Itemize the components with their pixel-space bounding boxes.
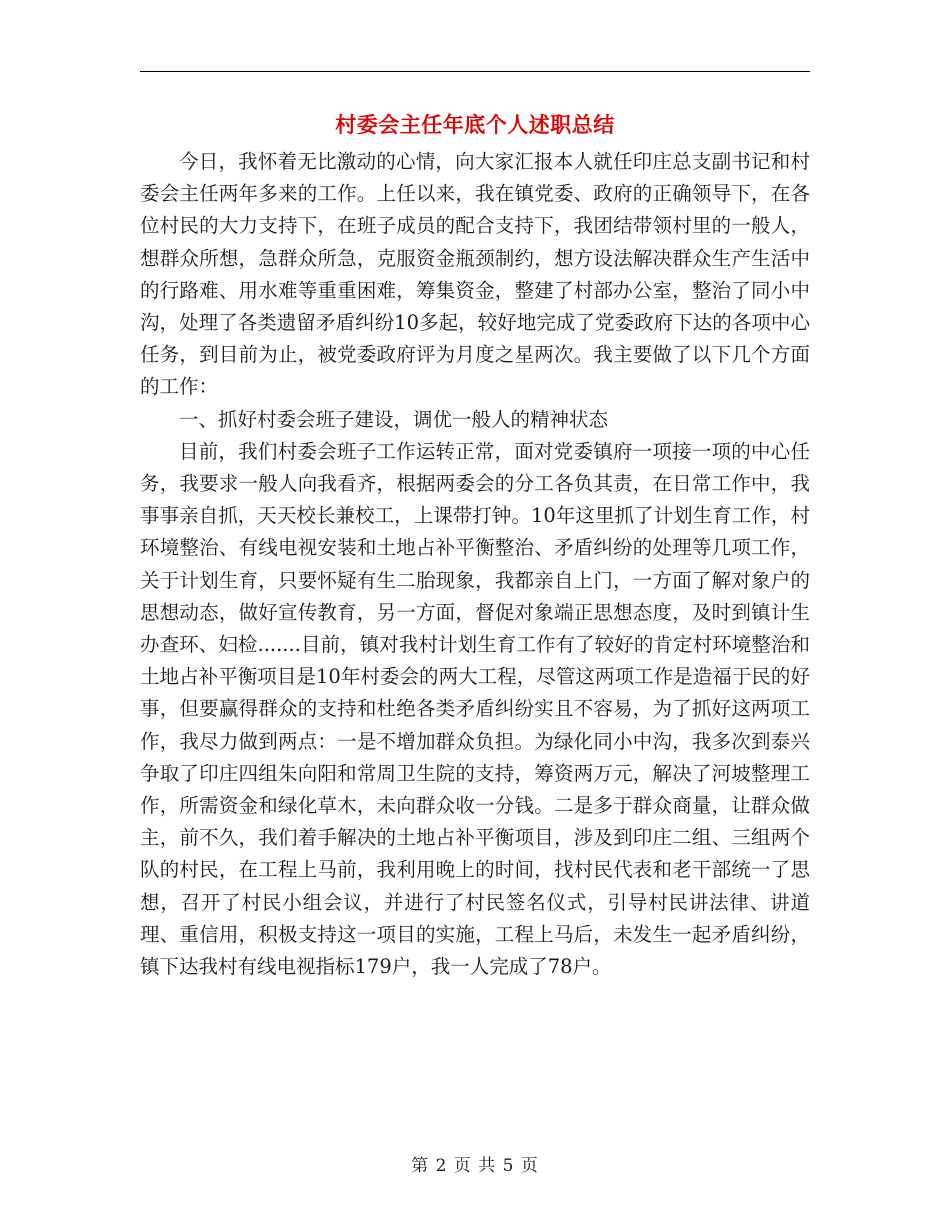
paragraph-section-1: 目前，我们村委会班子工作运转正常，面对党委镇府一项接一项的中心任务，我要求一般人向我看齐，根据两委会的分工各负其责，在日常工作中，我事事亲自抓，天天校长兼校工，上课带打钟。10年这里抓了计划生育工作，村环境整治、有线电视安装和土地占补平衡整治、矛盾纠纷的处理等几项工作，关于计划生育，只要怀疑有生二胎现象，我都亲自上门，一方面了解对象户的思想动态，做好宣传教育，另一方面，督促对象端正思想态度，及时到镇计生办查环、妇检.......目前，镇对我村计划生育工作有了较好的肯定村环境整治和土地占补平衡项目是10年村委会的两大工程，尽管这两项工作是造福于民的好事，但要赢得群众的支持和杜绝各类矛盾纠纷实且不容易，为了抓好这两项工作，我尽力做到两点：一是不增加群众负担。为绿化同小中沟，我多次到泰兴争取了印庄四组朱向阳和常周卫生院的支持，筹资两万元，解决了河坡整理工作，所需资金和绿化草木，未向群众收一分钱。二是多于群众商量，让群众做主，前不久，我们着手解决的土地占补平衡项目，涉及到印庄二组、三组两个队的村民，在工程上马前，我利用晚上的时间，找村民代表和老干部统一了思想，召开了村民小组会议，并进行了村民签名仪式，引导村民讲法律、讲道理、重信用，积极支持这一项目的实施，工程上马后，未发生一起矛盾纠纷，镇下达我村有线电视指标179户，我一人完成了78户。	[140, 439, 810, 979]
page-number: 第 2 页 共 5 页	[411, 1156, 539, 1176]
document-body	[140, 146, 810, 983]
paragraph-intro: 今日，我怀着无比激动的心情，向大家汇报本人就任印庄总支副书记和村委会主任两年多来的工作。上任以来，我在镇党委、政府的正确领导下，在各位村民的大力支持下，在班子成员的配合支持下，我团结带领村里的一般人，想群众所想，急群众所急，克服资金瓶颈制约，想方设法解决群众生产生活中的行路难、用水难等重重困难，筹集资金，整建了村部办公室，整治了同小中沟，处理了各类遗留矛盾纠纷10多起，较好地完成了党委政府下达的各项中心任务，到目前为止，被党委政府评为月度之星两次。我主要做了以下几个方面的工作：	[140, 150, 810, 399]
section-heading-1: 一、抓好村委会班子建设，调优一般人的精神状态	[179, 407, 609, 431]
header-rule	[140, 71, 810, 72]
document-title: 村委会主任年底个人述职总结	[335, 112, 615, 137]
